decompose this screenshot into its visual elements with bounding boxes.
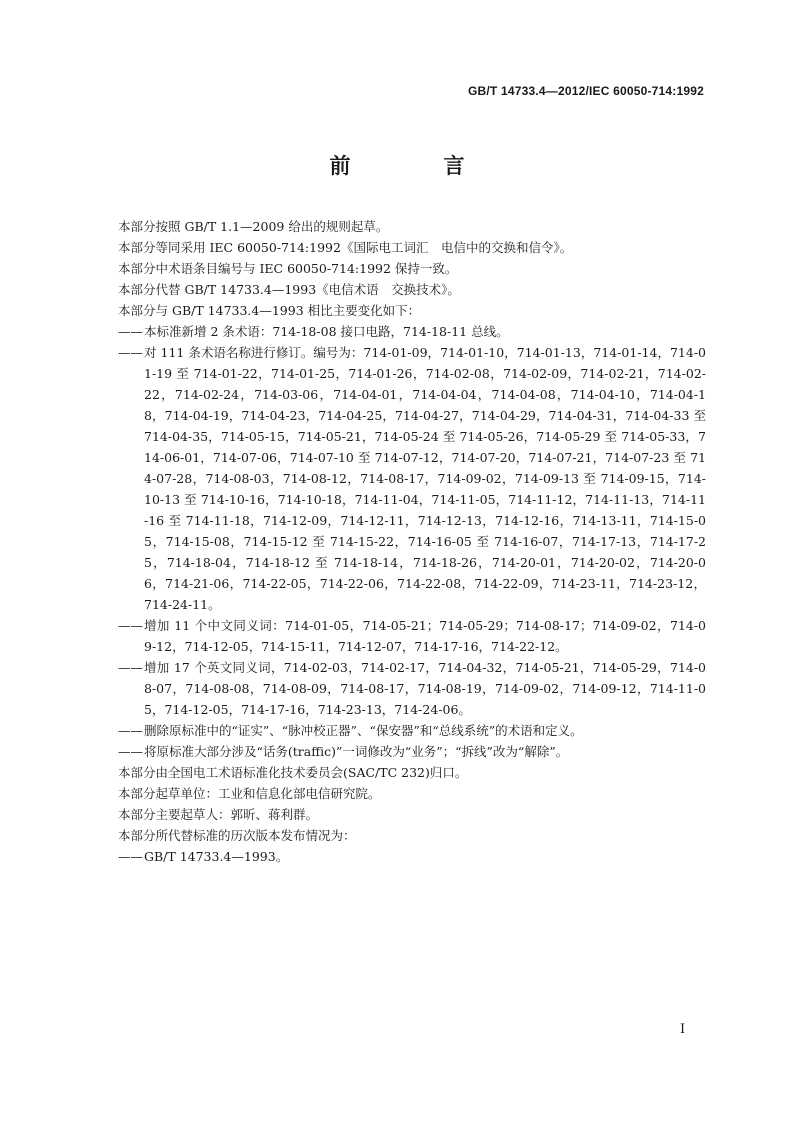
paragraph-numbering: 本部分中术语条目编号与 IEC 60050-714:1992 保持一致。	[118, 261, 458, 276]
paragraph-drafters: 本部分主要起草人：郭昕、蒋利群。	[118, 807, 319, 822]
change-item-revised-terms	[118, 342, 706, 615]
history-item-text: GB/T 14733.4—1993。	[144, 849, 289, 864]
dash-marker: ——	[118, 618, 143, 633]
change-item-text: 增加 17 个英文同义词，714-02-03，714-02-17，714-04-32，714-05-21，714-05-29，714-08-07，714-08-08，714-08-09，714-08-17，714-08-19，714-09-02，714-09-12，714-11-05，714-12-05，714-17-16，714-23-13，714-24-06。	[144, 660, 706, 717]
change-item-text: 本标准新增 2 条术语：714-18-08 接口电路，714-18-11 总线。	[144, 324, 509, 339]
page-title: 前 言	[329, 153, 501, 178]
paragraph-committee: 本部分由全国电工术语标准化技术委员会(SAC/TC 232)归口。	[118, 765, 468, 780]
dash-marker: ——	[118, 324, 143, 339]
paragraph-drafting-unit: 本部分起草单位：工业和信息化部电信研究院。	[118, 786, 381, 801]
change-item-text: 删除原标准中的“证实”、“脉冲校正器”、“保安器”和“总线系统”的术语和定义。	[144, 723, 583, 738]
paragraph-adoption: 本部分等同采用 IEC 60050-714:1992《国际电工词汇 电信中的交换和信令》。	[118, 240, 573, 255]
change-item-english-synonyms	[118, 657, 706, 720]
change-item-new-terms	[118, 321, 706, 342]
header-standard-code: GB/T 14733.4—2012/IEC 60050-714:1992	[467, 84, 704, 98]
page-number: I	[680, 1022, 686, 1037]
paragraph-replaces: 本部分代替 GB/T 14733.4—1993《电信术语 交换技术》。	[118, 282, 460, 297]
paragraph-drafting-rules: 本部分按照 GB/T 1.1—2009 给出的规则起草。	[118, 219, 389, 234]
document-body	[118, 216, 706, 867]
change-item-renamed-words	[118, 741, 706, 762]
change-item-deleted-terms	[118, 720, 706, 741]
change-item-text: 对 111 条术语名称进行修订。编号为：714-01-09，714-01-10，714-01-13，714-01-14，714-01-19 至 714-01-22，714-01-25，714-01-26，714-02-08，714-02-09，714-02-21，714-02-22，714-02-24，714-03-06，714-04-01，714-04-04，714-04-08，714-04-10，714-04-18，714-04-19，714-04-23，714-04-25，714-04-27，714-04-29，714-04-31，714-04-33 至 714-04-35，714-05-15，714-05-21，714-05-24 至 714-05-26，714-05-29 至 714-05-33，714-06-01，714-07-06，714-07-10 至 714-07-12，714-07-20，714-07-21，714-07-23 至 714-07-28，714-08-03，714-08-12，714-08-17，714-09-02，714-09-13 至 714-09-15，714-10-13 至 714-10-16，714-10-18，714-11-04，714-11-05，714-11-12，714-11-13，714-11-16 至 714-11-18，714-12-09，714-12-11，714-12-13，714-12-16，714-13-11，714-15-05，714-15-08，714-15-12 至 714-15-22，714-16-05 至 714-16-07，714-17-13，714-17-25，714-18-04，714-18-12 至 714-18-14，714-18-26，714-20-01，714-20-02，714-20-06，714-21-06，714-22-05，714-22-06，714-22-08，714-22-09，714-23-11，714-23-12，714-24-11。	[144, 345, 706, 612]
dash-marker: ——	[118, 849, 143, 864]
dash-marker: ——	[118, 744, 143, 759]
change-item-chinese-synonyms	[118, 615, 706, 657]
change-item-text: 将原标准大部分涉及“话务(traffic)”一词修改为“业务”；“拆线”改为“解除”。	[144, 744, 569, 759]
dash-marker: ——	[118, 660, 143, 675]
paragraph-history-intro: 本部分所代替标准的历次版本发布情况为：	[118, 828, 356, 843]
change-item-text: 增加 11 个中文同义词：714-01-05，714-05-21；714-05-29；714-08-17；714-09-02，714-09-12，714-12-05，714-15-11，714-12-07，714-17-16，714-22-12。	[144, 618, 706, 654]
history-item	[118, 846, 706, 867]
dash-marker: ——	[118, 723, 143, 738]
dash-marker: ——	[118, 345, 143, 360]
paragraph-changes-intro: 本部分与 GB/T 14733.4—1993 相比主要变化如下：	[118, 303, 421, 318]
